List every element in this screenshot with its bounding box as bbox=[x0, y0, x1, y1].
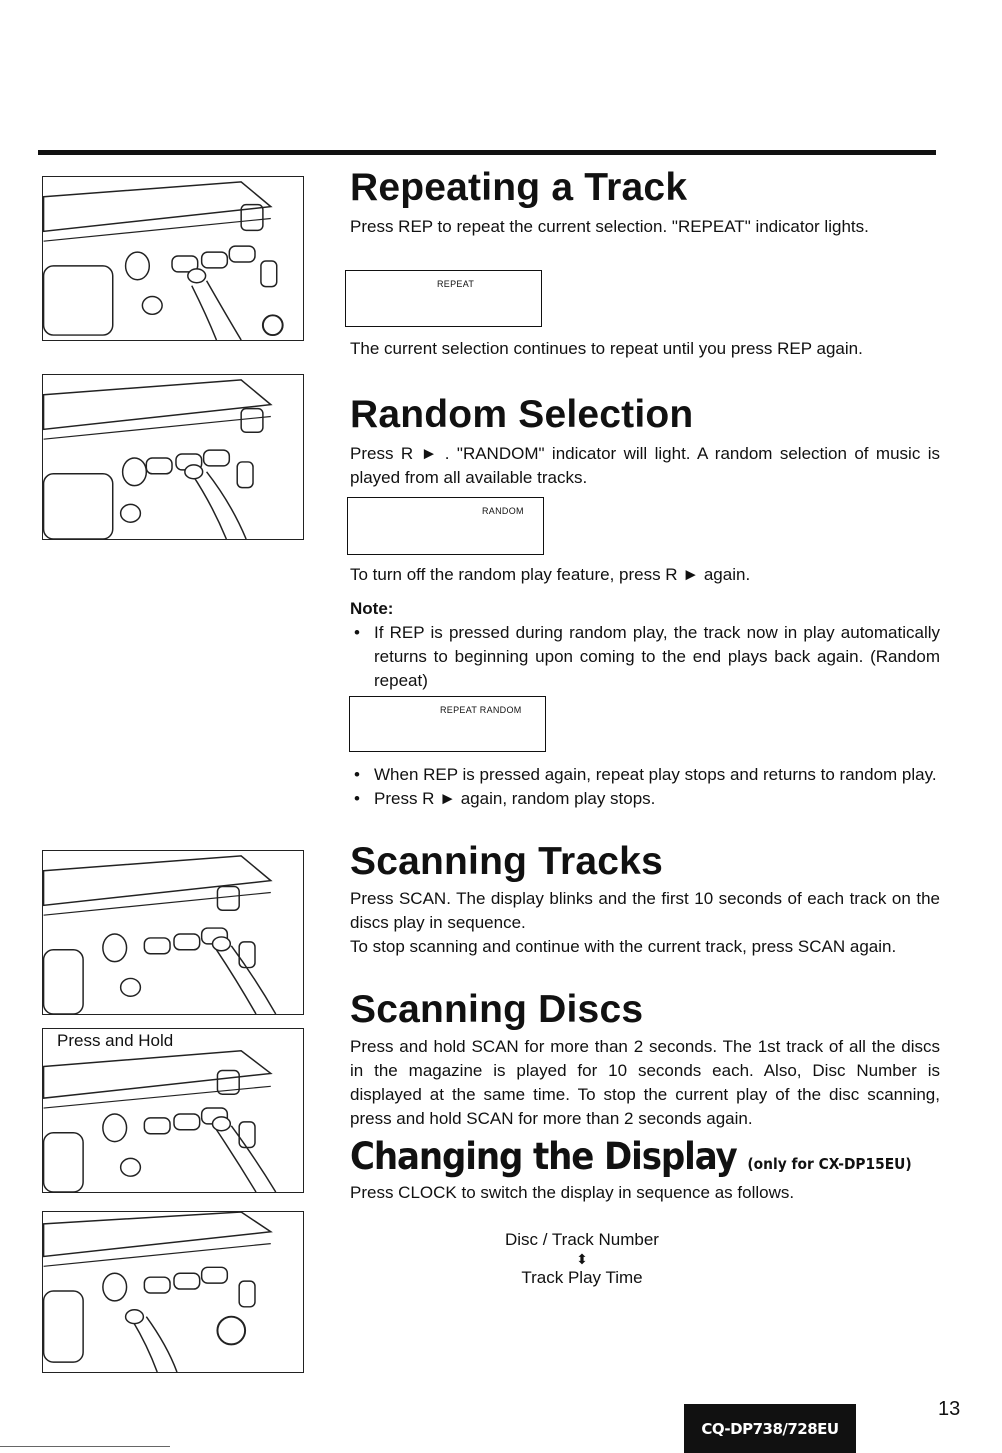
note-item-3: • Press R ► again, random play stops. bbox=[350, 787, 940, 811]
display-title-note: (only for CX-DP15EU) bbox=[747, 1155, 912, 1173]
scan-tracks-title: Scanning Tracks bbox=[350, 840, 663, 883]
top-rule bbox=[38, 150, 936, 155]
repeat-random-indicator-display bbox=[349, 696, 546, 752]
repeat-indicator-display bbox=[345, 270, 542, 327]
random-title: Random Selection bbox=[350, 393, 694, 436]
section-scan-tracks bbox=[350, 842, 940, 959]
random-indicator-label: RANDOM bbox=[482, 506, 524, 516]
page-number: 13 bbox=[938, 1398, 961, 1420]
scan-discs-title: Scanning Discs bbox=[350, 988, 644, 1031]
repeat-indicator-label: REPEAT bbox=[437, 279, 475, 289]
sequence-step-1: Disc / Track Number bbox=[505, 1230, 659, 1249]
scan-tracks-p1: Press SCAN. The display blinks and the first 10 seconds of each track on the discs play in sequence. bbox=[350, 888, 940, 932]
illustration-scan-button bbox=[42, 850, 304, 1015]
note-list-2 bbox=[350, 763, 940, 811]
section-random bbox=[350, 395, 940, 490]
display-sequence bbox=[470, 1229, 694, 1289]
note-item-2: • When REP is pressed again, repeat play stops and returns to random play. bbox=[350, 763, 940, 787]
display-p1: Press CLOCK to switch the display in sequence as follows. bbox=[350, 1182, 795, 1202]
random-intro: Press R ► . "RANDOM" indicator will light. A random selection of music is played from all available tracks. bbox=[350, 443, 940, 487]
illustration-random-button bbox=[42, 374, 304, 540]
section-display bbox=[350, 1135, 940, 1205]
section-scan-discs bbox=[350, 990, 940, 1131]
random-after-text: To turn off the random play feature, press R ► again. bbox=[350, 565, 751, 584]
random-indicator-display bbox=[347, 497, 544, 555]
repeat-after-text: The current selection continues to repeat until you press REP again. bbox=[350, 339, 863, 358]
model-number-badge: CQ-DP738/728EU bbox=[684, 1404, 856, 1453]
car-stereo-clock-illustration bbox=[43, 1212, 303, 1372]
note-title: Note: bbox=[350, 599, 394, 618]
illustration-clock-button bbox=[42, 1211, 304, 1373]
repeat-title: Repeating a Track bbox=[350, 166, 688, 209]
note-list bbox=[350, 621, 940, 693]
random-notes-2 bbox=[350, 763, 940, 811]
footer-rule bbox=[0, 1446, 170, 1447]
car-stereo-scan-illustration bbox=[43, 851, 303, 1014]
car-stereo-rep-illustration bbox=[43, 177, 303, 340]
scan-discs-p1: Press and hold SCAN for more than 2 seconds. The 1st track of all the discs in the magazine is played for 10 seconds each. Also, Disc Number is displayed at the same time. To stop the current play of the disc scanning, press and hold SCAN for more than 2 seconds again. bbox=[350, 1036, 940, 1128]
car-stereo-scan-hold-illustration bbox=[43, 1029, 303, 1192]
scan-tracks-p2: To stop scanning and continue with the current track, press SCAN again. bbox=[350, 936, 897, 956]
repeat-intro: Press REP to repeat the current selection. "REPEAT" indicator lights. bbox=[350, 216, 869, 236]
car-stereo-random-illustration bbox=[43, 375, 303, 539]
press-and-hold-label: Press and Hold bbox=[53, 1031, 177, 1051]
double-arrow-icon: ⬍ bbox=[576, 1251, 588, 1267]
illustration-rep-button bbox=[42, 176, 304, 341]
note-item-1: • If REP is pressed during random play, the track now in play automatically returns to beginning upon coming to the end plays back again. (Random repeat) bbox=[350, 621, 940, 693]
section-repeat bbox=[350, 168, 940, 239]
random-notes bbox=[350, 563, 940, 693]
display-title bbox=[350, 1135, 912, 1178]
display-title-text: Changing the Display bbox=[350, 1135, 737, 1178]
repeat-random-indicator-label: REPEAT RANDOM bbox=[440, 705, 522, 715]
illustration-scan-hold bbox=[42, 1028, 304, 1193]
sequence-step-2: Track Play Time bbox=[521, 1268, 643, 1287]
